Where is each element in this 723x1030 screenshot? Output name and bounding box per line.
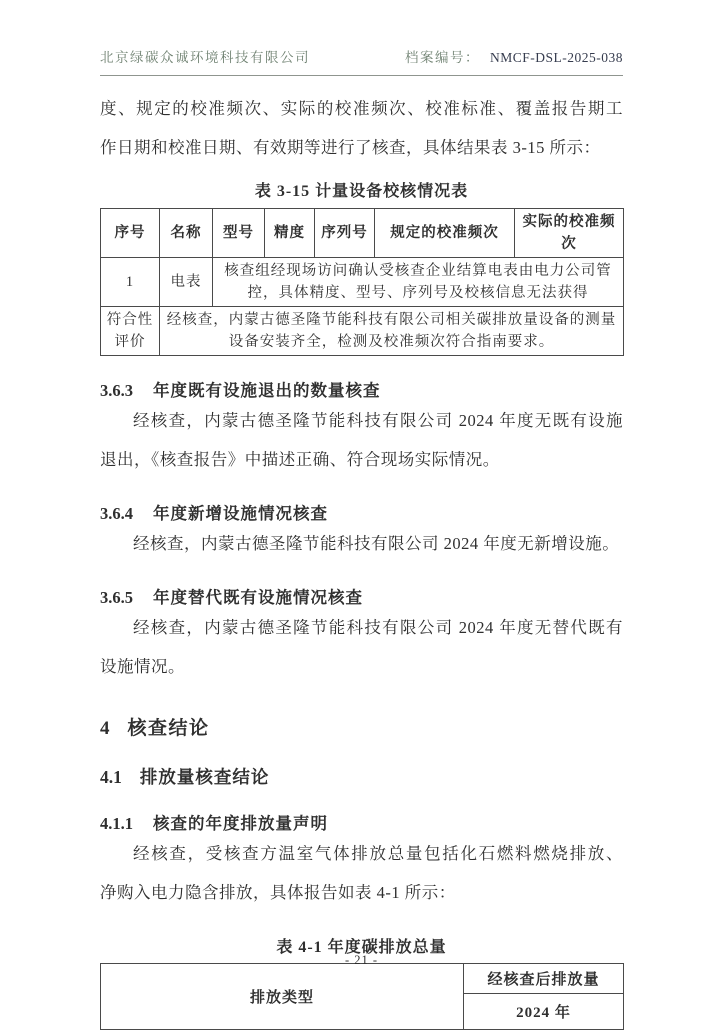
chapter-number: 4 <box>100 718 110 739</box>
table-4-1 <box>100 963 624 1030</box>
section-title: 排放量核查结论 <box>139 767 270 787</box>
cell-conformity-detail: 经核查，内蒙古德圣隆节能科技有限公司相关碳排放量设备的测量设备安装齐全，检测及校准频次符合指南要求。 <box>160 307 624 356</box>
section-title: 年度替代既有设施情况核查 <box>153 588 363 607</box>
cell-device-name: 电表 <box>160 258 213 307</box>
chapter-heading-4 <box>100 713 623 740</box>
table-4-1-title: 表 4-1 年度碳排放总量 <box>276 939 447 956</box>
paragraph-line: 净购入电力隐含排放，具体报告如表 4-1 所示： <box>100 883 456 902</box>
header-file-number <box>405 46 623 66</box>
paragraph-line: 经核查，内蒙古德圣隆节能科技有限公司 2024 年度无新增设施。 <box>133 534 620 553</box>
paragraph-line: 经核查，内蒙古德圣隆节能科技有限公司 2024 年度无替代既有 <box>133 618 623 637</box>
cell-emission-type: 排放类型 <box>101 964 464 1030</box>
section-heading-4-1-1 <box>100 810 623 834</box>
paragraph-line: 设施情况。 <box>100 657 185 676</box>
section-heading-3-6-3 <box>100 377 623 401</box>
col-header-required-freq: 规定的校准频次 <box>375 209 515 258</box>
paragraph-line: 经核查，内蒙古德圣隆节能科技有限公司 2024 年度无既有设施 <box>133 411 623 430</box>
section-number: 3.6.3 <box>100 381 133 400</box>
chapter-title: 核查结论 <box>127 718 210 739</box>
table-row <box>101 964 624 994</box>
file-number-label: 档案编号： <box>404 50 480 65</box>
col-header-actual-freq: 实际的校准频次 <box>515 209 624 258</box>
header-company-name: 北京绿碳众诚环境科技有限公司 <box>100 50 310 65</box>
section-title: 核查的年度排放量声明 <box>153 814 328 833</box>
paragraph-line: 度、规定的校准频次、实际的校准频次、校准标准、覆盖报告期工 <box>100 99 623 118</box>
col-header-serial: 序列号 <box>315 209 375 258</box>
page-number: - 21 - <box>344 953 379 967</box>
table-row <box>101 307 624 356</box>
cell-year: 2024 年 <box>464 994 624 1030</box>
col-header-precision: 精度 <box>265 209 315 258</box>
table-header-row <box>101 209 624 258</box>
section-number: 3.6.5 <box>100 588 133 607</box>
table-row <box>101 258 624 307</box>
paragraph-line: 经核查，受核查方温室气体排放总量包括化石燃料燃烧排放、 <box>133 844 623 863</box>
intro-paragraph <box>100 89 623 167</box>
cell-seq: 1 <box>101 258 160 307</box>
table-3-15 <box>100 208 624 356</box>
file-number-value: NMCF-DSL-2025-038 <box>489 50 623 65</box>
cell-conformity-label: 符合性评价 <box>101 307 160 356</box>
col-header-seq: 序号 <box>101 209 160 258</box>
cell-verified-emissions-label: 经核查后排放量 <box>464 964 624 994</box>
section-title: 年度既有设施退出的数量核查 <box>153 381 381 400</box>
section-3-6-5-paragraph <box>100 608 623 686</box>
paragraph-line: 退出，《核查报告》中描述正确、符合现场实际情况。 <box>100 450 500 469</box>
section-3-6-4-paragraph <box>100 524 623 563</box>
section-number: 3.6.4 <box>100 504 133 523</box>
col-header-name: 名称 <box>160 209 213 258</box>
section-title: 年度新增设施情况核查 <box>153 504 328 523</box>
section-heading-3-6-4 <box>100 500 623 524</box>
section-number: 4.1 <box>100 767 122 787</box>
paragraph-line: 作日期和校准日期、有效期等进行了核查，具体结果表 3-15 所示： <box>100 138 601 157</box>
section-3-6-3-paragraph <box>100 401 623 479</box>
page-header <box>100 46 623 76</box>
section-heading-3-6-5 <box>100 584 623 608</box>
section-heading-4-1 <box>100 764 623 789</box>
section-4-1-1-paragraph <box>100 834 623 912</box>
table-3-15-title: 表 3-15 计量设备校核情况表 <box>254 183 469 200</box>
section-number: 4.1.1 <box>100 814 133 833</box>
col-header-model: 型号 <box>213 209 265 258</box>
cell-device-detail: 核查组经现场访问确认受核查企业结算电表由电力公司管控，具体精度、型号、序列号及校核信息无法获得 <box>213 258 624 307</box>
